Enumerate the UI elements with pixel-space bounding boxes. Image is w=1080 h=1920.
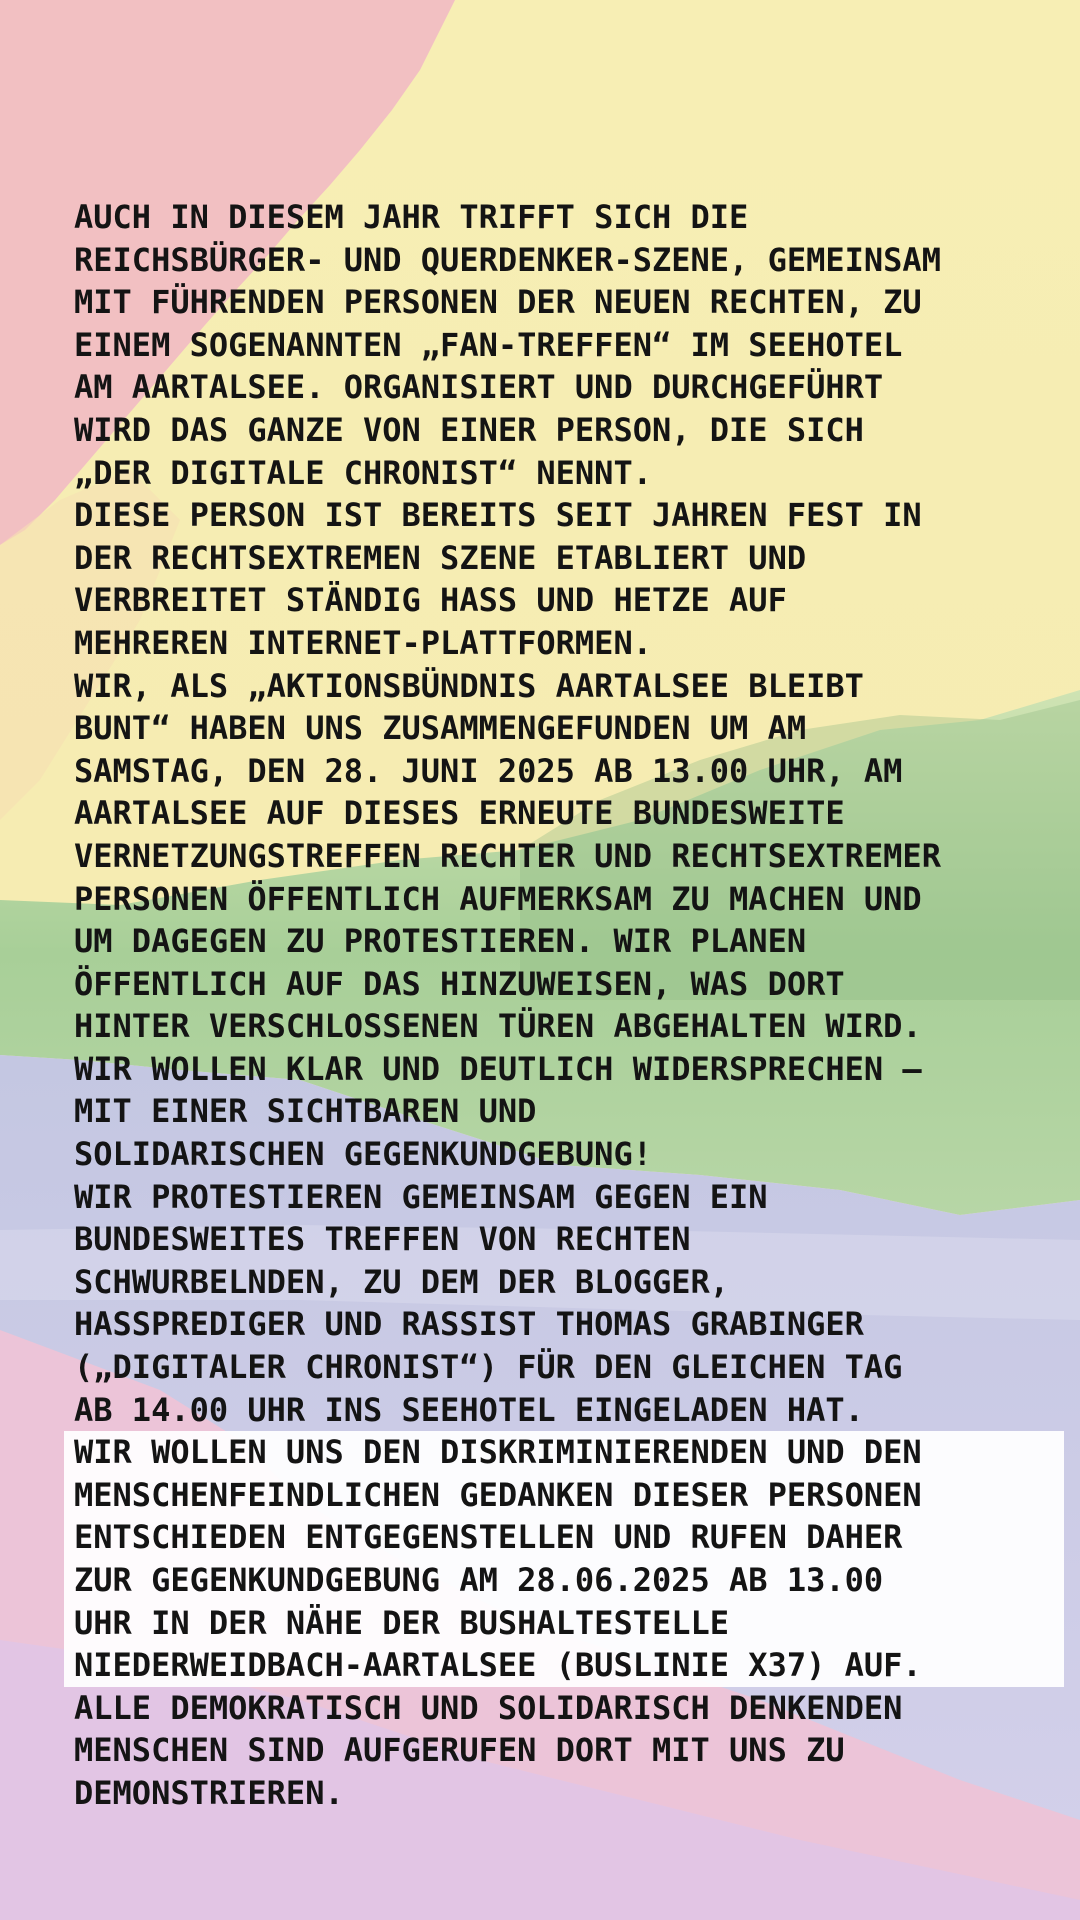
paragraph-organizer: DIESE PERSON IST BEREITS SEIT JAHREN FEST IN DER RECHTSEXTREMEN SZENE ETABLIERT UND VERBREITET STÄNDIG HASS UND HETZE AUF MEHREREN INTERNET-PLATTFORMEN. — [74, 496, 922, 662]
paragraph-alliance: WIR, ALS „AKTIONSBÜNDNIS AARTALSEE BLEIBT BUNT“ HABEN UNS ZUSAMMENGEFUNDEN UM AM SAMSTAG, DEN 28. JUNI 2025 AB 13.00 UHR, AM AARTALSEE AUF DIESES ERNEUTE BUNDESWEITE VERNETZUNGSTREFFEN RECHTER UND RECHTSEXTREMER PERSONEN ÖFFENTLICH AUFMERKSAM ZU MACHEN UND UM DAGEGEN ZU PROTESTIEREN. WIR PLANEN ÖFFENTLICH AUF DAS HINZUWEISEN, WAS DORT HINTER VERSCHLOSSENEN TÜREN ABGEHALTEN WIRD. WIR WOLLEN KLAR UND DEUTLICH WIDERSPRECHEN – MIT EINER SICHTBAREN UND SOLIDARISCHEN GEGENKUNDGEBUNG! — [74, 666, 941, 1174]
paragraph-intro: AUCH IN DIESEM JAHR TRIFFT SICH DIE REICHSBÜRGER- UND QUERDENKER-SZENE, GEMEINSAM MIT FÜHRENDEN PERSONEN DER NEUEN RECHTEN, ZU EINEM SOGENANNTEN „FAN-TREFFEN“ IM SEEHOTEL AM AARTALSEE. ORGANISIERT UND DURCHGEFÜHRT WIRD DAS GANZE VON EINER PERSON, DIE SICH „DER DIGITALE CHRONIST“ NENNT. — [74, 198, 941, 492]
paragraph-call-to-action-highlighted: WIR WOLLEN UNS DEN DISKRIMINIERENDEN UND DEN MENSCHENFEINDLICHEN GEDANKEN DIESER PERSONEN ENTSCHIEDEN ENTGEGENSTELLEN UND RUFEN DAHER ZUR GEGENKUNDGEBUNG AM 28.06.2025 AB 13.00 UHR IN DER NÄHE DER BUSHALTESTELLE NIEDERWEIDBACH-AARTALSEE (BUSLINIE X37) AUF. — [64, 1431, 1064, 1687]
paragraph-protest: WIR PROTESTIEREN GEMEINSAM GEGEN EIN BUNDESWEITES TREFFEN VON RECHTEN SCHWURBELNDEN, ZU DEM DER BLOGGER, HASSPREDIGER UND RASSIST THOMAS GRABINGER („DIGITALER CHRONIST“) FÜR DEN GLEICHEN TAG AB 14.00 UHR INS SEEHOTEL EINGELADEN HAT. — [74, 1177, 903, 1429]
paragraph-closing: ALLE DEMOKRATISCH UND SOLIDARISCH DENKENDEN MENSCHEN SIND AUFGERUFEN DORT MIT UNS ZU DEMONSTRIEREN. — [74, 1688, 903, 1812]
announcement-text — [74, 196, 1034, 1815]
